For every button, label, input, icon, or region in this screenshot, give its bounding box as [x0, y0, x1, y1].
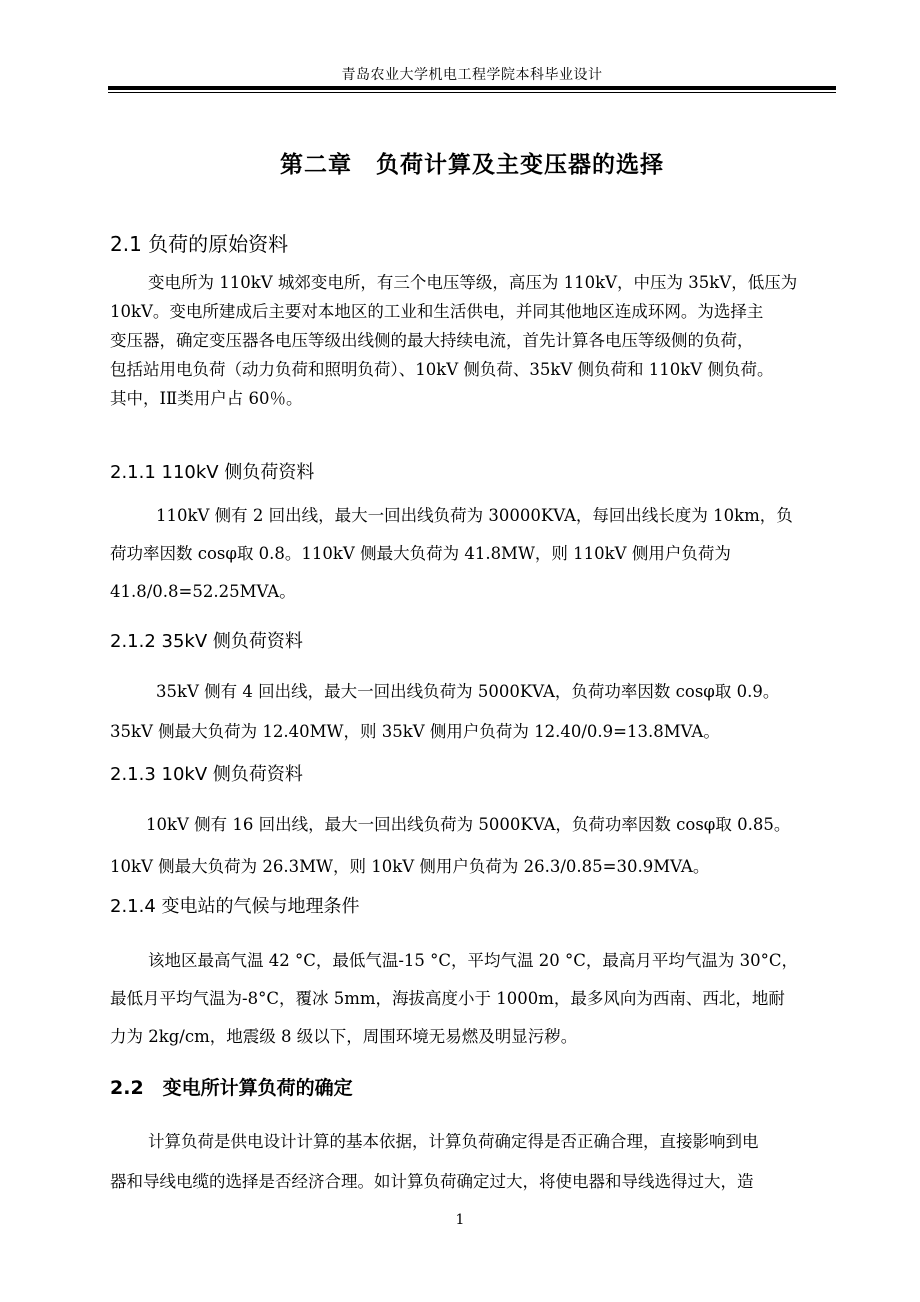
paragraph-line: 其中，ⅠⅡ类用户占 60％。 — [110, 389, 303, 408]
paragraph-line: 器和导线电缆的选择是否经济合理。如计算负荷确定过大，将使电器和导线选得过大，造 — [110, 1172, 754, 1191]
section-heading-2-1: 2.1 负荷的原始资料 — [110, 232, 289, 256]
paragraph-line: 荷功率因数 cosφ取 0.8。110kV 侧最大负荷为 41.8MW，则 110kV 侧用户负荷为 — [110, 544, 731, 563]
paragraph-2-1-2 — [110, 672, 828, 752]
chapter-title: 第二章 负荷计算及主变压器的选择 — [280, 152, 664, 178]
section-heading-2-1-3: 2.1.3 10kV 侧负荷资料 — [110, 764, 303, 785]
header-rule-thin — [108, 92, 836, 93]
paragraph-2-1-4 — [110, 942, 828, 1056]
paragraph-line: 该地区最高气温 42 °C，最低气温-15 °C，平均气温 20 °C，最高月平均气温为 30°C， — [148, 951, 799, 970]
paragraph-2-1-3 — [110, 804, 828, 888]
paragraph-line: 计算负荷是供电设计计算的基本依据，计算负荷确定得是否正确合理，直接影响到电 — [148, 1132, 759, 1151]
paragraph-line: 变压器，确定变压器各电压等级出线侧的最大持续电流，首先计算各电压等级侧的负荷， — [110, 331, 754, 350]
header-rule-thick — [108, 86, 836, 90]
paragraph-line: 35kV 侧有 4 回出线，最大一回出线负荷为 5000KVA，负荷功率因数 cosφ取 0.9。 — [156, 682, 780, 701]
paragraph-2-2 — [110, 1122, 828, 1202]
paragraph-line: 41.8/0.8=52.25MVA。 — [110, 582, 296, 601]
section-heading-2-1-1: 2.1.1 110kV 侧负荷资料 — [110, 462, 315, 483]
paragraph-line: 力为 2kg/cm，地震级 8 级以下，周围环境无易燃及明显污秽。 — [110, 1027, 578, 1046]
paragraph-line: 变电所为 110kV 城郊变电所，有三个电压等级，高压为 110kV，中压为 35kV，低压为 — [148, 273, 798, 292]
section-heading-2-1-2: 2.1.2 35kV 侧负荷资料 — [110, 631, 303, 652]
paragraph-line: 最低月平均气温为-8°C，覆冰 5mm，海拔高度小于 1000m，最多风向为西南、西北，地耐 — [110, 989, 785, 1008]
section-heading-2-1-4: 2.1.4 变电站的气候与地理条件 — [110, 896, 360, 917]
section-heading-2-2: 2.2 变电所计算负荷的确定 — [110, 1077, 353, 1099]
running-header: 青岛农业大学机电工程学院本科毕业设计 — [341, 67, 603, 83]
paragraph-line: 10kV 侧最大负荷为 26.3MW，则 10kV 侧用户负荷为 26.3/0.85=30.9MVA。 — [110, 857, 710, 876]
page-number: 1 — [455, 1212, 465, 1228]
paragraph-line: 包括站用电负荷（动力负荷和照明负荷）、10kV 侧负荷、35kV 侧负荷和 110kV 侧负荷。 — [110, 360, 774, 379]
paragraph-line: 10kV。变电所建成后主要对本地区的工业和生活供电，并同其他地区连成环网。为选择主 — [110, 302, 764, 321]
paragraph-2-1-1 — [110, 497, 828, 611]
paragraph-line: 110kV 侧有 2 回出线，最大一回出线负荷为 30000KVA，每回出线长度为 10km，负 — [156, 506, 793, 525]
paragraph-line: 10kV 侧有 16 回出线，最大一回出线负荷为 5000KVA，负荷功率因数 cosφ取 0.85。 — [146, 815, 791, 834]
paragraph-line: 35kV 侧最大负荷为 12.40MW，则 35kV 侧用户负荷为 12.40/0.9=13.8MVA。 — [110, 722, 720, 741]
paragraph-2-1 — [110, 268, 828, 413]
